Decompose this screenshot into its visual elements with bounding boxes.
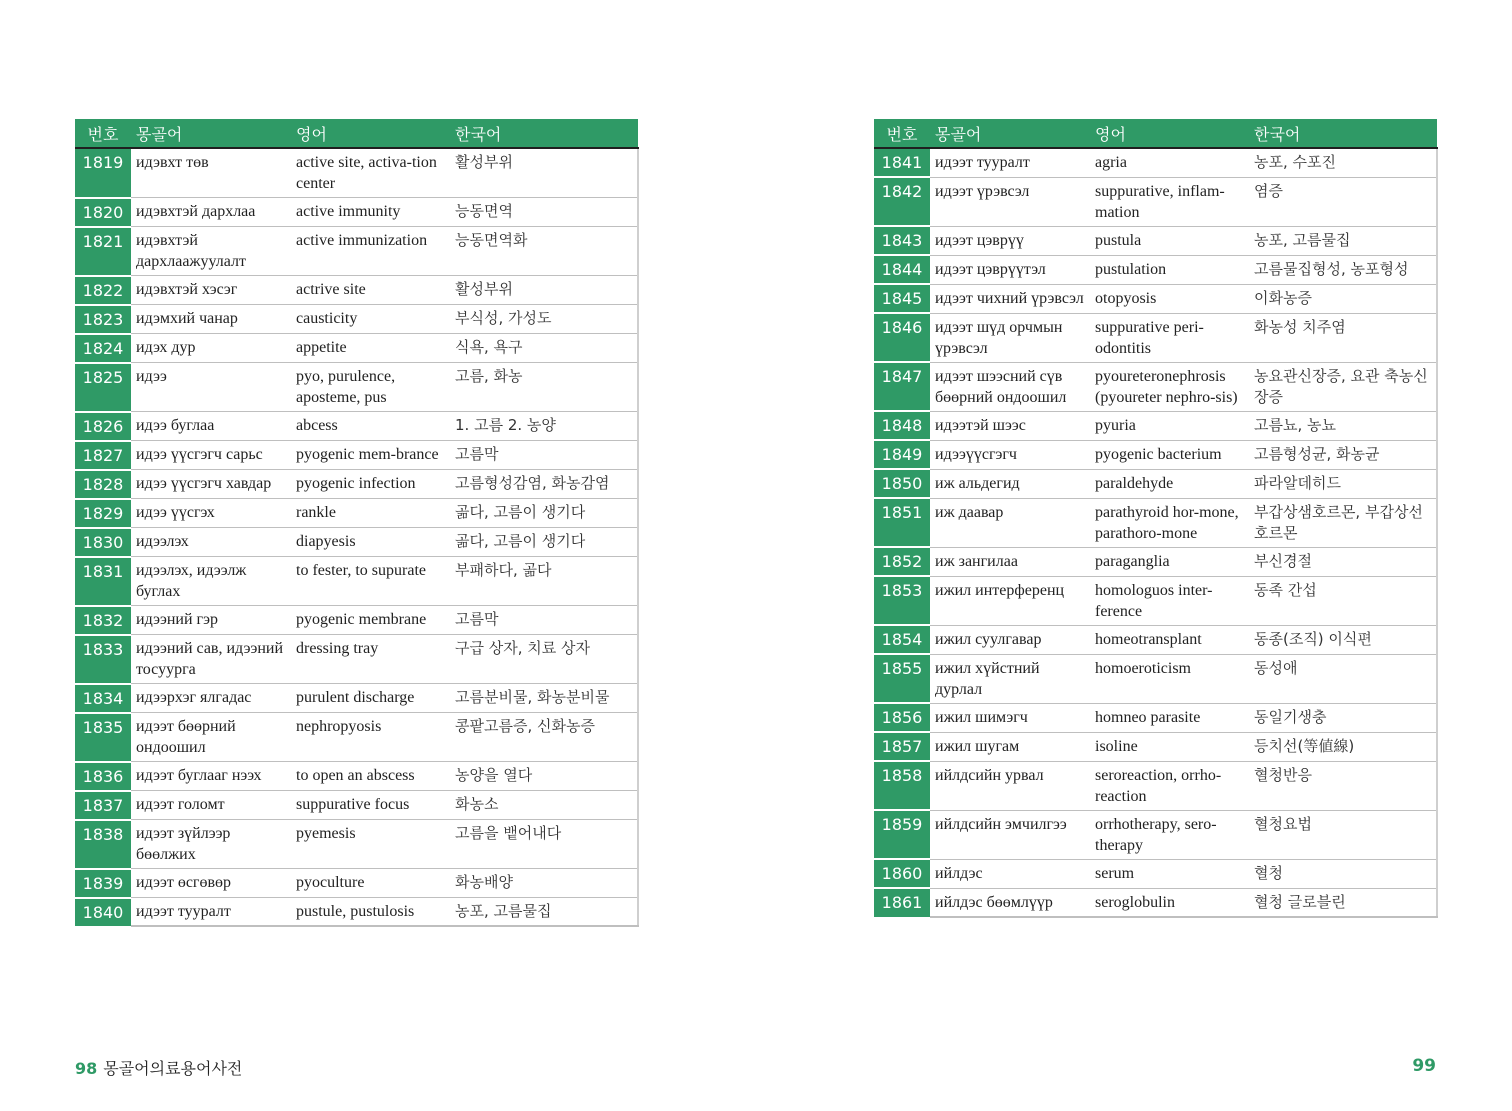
korean-term: 농요관신장증, 요관 축농신장증 [1249, 362, 1437, 411]
mongolian-term: идээт чихний үрэвсэл [930, 284, 1090, 313]
english-term: isoline [1090, 732, 1249, 761]
korean-term: 화농배양 [450, 869, 638, 898]
table-row [75, 363, 638, 412]
english-term: appetite [291, 334, 450, 363]
entry-number: 1852 [874, 547, 930, 576]
mongolian-term: идэмхий чанар [131, 305, 291, 334]
mongolian-term: идэх дур [131, 334, 291, 363]
entry-number: 1824 [75, 334, 131, 363]
korean-term: 농포, 고름물집 [1249, 226, 1437, 255]
table-row [75, 713, 638, 762]
table-row [874, 440, 1437, 469]
entry-number: 1861 [874, 888, 930, 917]
mongolian-term: ижил суулгавар [930, 625, 1090, 654]
english-term: agria [1090, 148, 1249, 177]
mongolian-term: идээт өсгөвөр [131, 869, 291, 898]
mongolian-term: ийлдсийн урвал [930, 761, 1090, 810]
table-row [874, 498, 1437, 547]
english-term: parathyroid hor-mone, parathoro-mone [1090, 498, 1249, 547]
entry-number: 1829 [75, 499, 131, 528]
table-row [75, 334, 638, 363]
korean-term: 곪다, 고름이 생기다 [450, 528, 638, 557]
mongolian-term: идээүүсгэгч [930, 440, 1090, 469]
entry-number: 1830 [75, 528, 131, 557]
mongolian-term: ийлдэс [930, 859, 1090, 888]
table-row [874, 859, 1437, 888]
english-term: pustulation [1090, 255, 1249, 284]
page-number-right: 99 [1412, 1056, 1436, 1076]
english-term: pustule, pustulosis [291, 898, 450, 927]
entry-number: 1844 [874, 255, 930, 284]
entry-number: 1827 [75, 441, 131, 470]
mongolian-term: идээт буглааг нээх [131, 762, 291, 791]
english-term: active immunity [291, 198, 450, 227]
english-term: pyogenic mem-brance [291, 441, 450, 470]
korean-term: 동성애 [1249, 654, 1437, 703]
english-term: abcess [291, 412, 450, 441]
mongolian-term: ийлдэс бөөмлүүр [930, 888, 1090, 917]
entry-number: 1832 [75, 606, 131, 635]
mongolian-term: идээ үүсгэх [131, 499, 291, 528]
mongolian-term: ижил интерференц [930, 576, 1090, 625]
table-row [874, 625, 1437, 654]
entry-number: 1833 [75, 635, 131, 684]
english-term: paraganglia [1090, 547, 1249, 576]
entry-number: 1849 [874, 440, 930, 469]
english-term: homneo parasite [1090, 703, 1249, 732]
english-term: to open an abscess [291, 762, 450, 791]
english-term: homoeroticism [1090, 654, 1249, 703]
korean-term: 활성부위 [450, 276, 638, 305]
korean-term: 고름형성감염, 화농감염 [450, 470, 638, 499]
table-row [75, 198, 638, 227]
table-row [75, 528, 638, 557]
english-term: dressing tray [291, 635, 450, 684]
table-row [75, 499, 638, 528]
korean-term: 부신경절 [1249, 547, 1437, 576]
english-term: diapyesis [291, 528, 450, 557]
entry-number: 1851 [874, 498, 930, 547]
english-term: active immunization [291, 227, 450, 276]
table-row [874, 255, 1437, 284]
mongolian-term: идээний гэр [131, 606, 291, 635]
entry-number: 1846 [874, 313, 930, 362]
mongolian-term: идэвхтэй хэсэг [131, 276, 291, 305]
english-term: orrhotherapy, sero-therapy [1090, 810, 1249, 859]
mongolian-term: идээ үүсгэгч сарьс [131, 441, 291, 470]
mongolian-term: идээний сав, идээний тосуурга [131, 635, 291, 684]
mongolian-term: идээ буглаа [131, 412, 291, 441]
mongolian-term: иж даавар [930, 498, 1090, 547]
korean-term: 고름형성균, 화농균 [1249, 440, 1437, 469]
table-row [75, 557, 638, 606]
mongolian-term: идээлэх, идээлж буглах [131, 557, 291, 606]
korean-term: 능동면역 [450, 198, 638, 227]
english-term: suppurative, inflam-mation [1090, 177, 1249, 226]
mongolian-term: иж альдегид [930, 469, 1090, 498]
footer-left [75, 1056, 242, 1079]
mongolian-term: идээт шээсний сүв бөөрний ондоошил [930, 362, 1090, 411]
korean-term: 혈청 글로블린 [1249, 888, 1437, 917]
table-row [75, 869, 638, 898]
mongolian-term: ийлдсийн эмчилгээ [930, 810, 1090, 859]
entry-number: 1856 [874, 703, 930, 732]
table-row [75, 227, 638, 276]
table-row [75, 762, 638, 791]
table-row [874, 148, 1437, 177]
english-term: seroglobulin [1090, 888, 1249, 917]
korean-term: 혈청요법 [1249, 810, 1437, 859]
mongolian-term: иж зангилаа [930, 547, 1090, 576]
english-term: pyogenic bacterium [1090, 440, 1249, 469]
entry-number: 1822 [75, 276, 131, 305]
table-row [75, 820, 638, 869]
table-row [874, 362, 1437, 411]
english-term: seroreaction, orrho-reaction [1090, 761, 1249, 810]
entry-number: 1857 [874, 732, 930, 761]
table-row [75, 898, 638, 927]
table-row [874, 177, 1437, 226]
english-term: purulent discharge [291, 684, 450, 713]
korean-term: 곪다, 고름이 생기다 [450, 499, 638, 528]
mongolian-term: идээ [131, 363, 291, 412]
dictionary-table-right [874, 119, 1438, 918]
english-term: causticity [291, 305, 450, 334]
korean-term: 식욕, 욕구 [450, 334, 638, 363]
book-title: 몽골어의료용어사전 [103, 1059, 243, 1078]
mongolian-term: идээрхэг ялгадас [131, 684, 291, 713]
table-row [75, 412, 638, 441]
table-row [75, 441, 638, 470]
korean-term: 고름물집형성, 농포형성 [1249, 255, 1437, 284]
korean-term: 혈청 [1249, 859, 1437, 888]
entry-number: 1823 [75, 305, 131, 334]
english-term: pyogenic membrane [291, 606, 450, 635]
entry-number: 1845 [874, 284, 930, 313]
mongolian-term: ижил шугам [930, 732, 1090, 761]
mongolian-term: идээт бөөрний ондоошил [131, 713, 291, 762]
mongolian-term: ижил шимэгч [930, 703, 1090, 732]
korean-term: 활성부위 [450, 148, 638, 198]
mongolian-term: идэвхтэй дархлаа [131, 198, 291, 227]
entry-number: 1860 [874, 859, 930, 888]
table-header-row [874, 119, 1437, 148]
entry-number: 1837 [75, 791, 131, 820]
table-row [75, 470, 638, 499]
korean-term: 염증 [1249, 177, 1437, 226]
dictionary-table-left [75, 119, 639, 927]
english-term: pyemesis [291, 820, 450, 869]
entry-number: 1854 [874, 625, 930, 654]
mongolian-term: идэвхтэй дархлаажуулалт [131, 227, 291, 276]
entry-number: 1826 [75, 412, 131, 441]
table-row [874, 888, 1437, 917]
table-row [75, 148, 638, 198]
table-row [874, 547, 1437, 576]
header-korean: 한국어 [450, 119, 638, 148]
english-term: actrive site [291, 276, 450, 305]
entry-number: 1847 [874, 362, 930, 411]
mongolian-term: ижил хүйстний дурлал [930, 654, 1090, 703]
korean-term: 화농성 치주염 [1249, 313, 1437, 362]
korean-term: 고름, 화농 [450, 363, 638, 412]
english-term: pyoureteronephrosis (pyoureter nephro-sis) [1090, 362, 1249, 411]
english-term: rankle [291, 499, 450, 528]
english-term: to fester, to supurate [291, 557, 450, 606]
entry-number: 1838 [75, 820, 131, 869]
table-row [75, 635, 638, 684]
table-row [874, 411, 1437, 440]
english-term: serum [1090, 859, 1249, 888]
mongolian-term: идээлэх [131, 528, 291, 557]
english-term: otopyosis [1090, 284, 1249, 313]
entry-number: 1836 [75, 762, 131, 791]
mongolian-term: идээтэй шээс [930, 411, 1090, 440]
korean-term: 농양을 열다 [450, 762, 638, 791]
header-mongolian: 몽골어 [131, 119, 291, 148]
table-row [874, 703, 1437, 732]
korean-term: 부패하다, 곪다 [450, 557, 638, 606]
english-term: pyuria [1090, 411, 1249, 440]
header-number: 번호 [75, 119, 131, 148]
table-row [75, 791, 638, 820]
mongolian-term: идээт цэврүү [930, 226, 1090, 255]
table-row [75, 684, 638, 713]
korean-term: 부식성, 가성도 [450, 305, 638, 334]
mongolian-term: идээт тууралт [930, 148, 1090, 177]
english-term: suppurative peri-odontitis [1090, 313, 1249, 362]
header-number: 번호 [874, 119, 930, 148]
table-row [874, 761, 1437, 810]
korean-term: 부갑상샘호르몬, 부갑상선호르몬 [1249, 498, 1437, 547]
entry-number: 1821 [75, 227, 131, 276]
english-term: homeotransplant [1090, 625, 1249, 654]
korean-term: 파라알데히드 [1249, 469, 1437, 498]
korean-term: 이화농증 [1249, 284, 1437, 313]
table-row [874, 284, 1437, 313]
header-english: 영어 [1090, 119, 1249, 148]
korean-term: 고름막 [450, 606, 638, 635]
entry-number: 1825 [75, 363, 131, 412]
mongolian-term: идэвхт төв [131, 148, 291, 198]
korean-term: 능동면역화 [450, 227, 638, 276]
mongolian-term: идээт цэврүүтэл [930, 255, 1090, 284]
korean-term: 화농소 [450, 791, 638, 820]
korean-term: 1. 고름 2. 농양 [450, 412, 638, 441]
entry-number: 1819 [75, 148, 131, 198]
header-mongolian: 몽골어 [930, 119, 1090, 148]
korean-term: 농포, 고름물집 [450, 898, 638, 927]
table-row [874, 576, 1437, 625]
table-row [75, 606, 638, 635]
entry-number: 1828 [75, 470, 131, 499]
mongolian-term: идээт үрэвсэл [930, 177, 1090, 226]
table-row [874, 732, 1437, 761]
korean-term: 콩팥고름증, 신화농증 [450, 713, 638, 762]
entry-number: 1850 [874, 469, 930, 498]
english-term: pyoculture [291, 869, 450, 898]
english-term: suppurative focus [291, 791, 450, 820]
entry-number: 1820 [75, 198, 131, 227]
korean-term: 등치선(等値線) [1249, 732, 1437, 761]
entry-number: 1853 [874, 576, 930, 625]
entry-number: 1843 [874, 226, 930, 255]
entry-number: 1855 [874, 654, 930, 703]
table-row [874, 469, 1437, 498]
korean-term: 동일기생충 [1249, 703, 1437, 732]
entry-number: 1859 [874, 810, 930, 859]
table-row [75, 276, 638, 305]
table-row [75, 305, 638, 334]
korean-term: 구급 상자, 치료 상자 [450, 635, 638, 684]
korean-term: 고름분비물, 화농분비물 [450, 684, 638, 713]
english-term: paraldehyde [1090, 469, 1249, 498]
korean-term: 동족 간섭 [1249, 576, 1437, 625]
entry-number: 1840 [75, 898, 131, 927]
entry-number: 1835 [75, 713, 131, 762]
table-row [874, 313, 1437, 362]
mongolian-term: идээт тууралт [131, 898, 291, 927]
table-row [874, 226, 1437, 255]
mongolian-term: идээт шүд орчмын үрэвсэл [930, 313, 1090, 362]
entry-number: 1842 [874, 177, 930, 226]
english-term: active site, activa-tion center [291, 148, 450, 198]
korean-term: 농포, 수포진 [1249, 148, 1437, 177]
table-row [874, 654, 1437, 703]
korean-term: 혈청반응 [1249, 761, 1437, 810]
table-header-row [75, 119, 638, 148]
korean-term: 고름을 뱉어내다 [450, 820, 638, 869]
table-row [874, 810, 1437, 859]
english-term: pyo, purulence, aposteme, pus [291, 363, 450, 412]
table-body-left [75, 148, 638, 926]
entry-number: 1858 [874, 761, 930, 810]
page-number-left: 98 [75, 1059, 98, 1078]
english-term: nephropyosis [291, 713, 450, 762]
mongolian-term: идээт зүйлээр бөөлжих [131, 820, 291, 869]
korean-term: 동종(조직) 이식편 [1249, 625, 1437, 654]
korean-term: 고름뇨, 농뇨 [1249, 411, 1437, 440]
mongolian-term: идээт голомт [131, 791, 291, 820]
header-english: 영어 [291, 119, 450, 148]
header-korean: 한국어 [1249, 119, 1437, 148]
entry-number: 1834 [75, 684, 131, 713]
entry-number: 1841 [874, 148, 930, 177]
entry-number: 1831 [75, 557, 131, 606]
entry-number: 1848 [874, 411, 930, 440]
korean-term: 고름막 [450, 441, 638, 470]
mongolian-term: идээ үүсгэгч хавдар [131, 470, 291, 499]
entry-number: 1839 [75, 869, 131, 898]
english-term: pyogenic infection [291, 470, 450, 499]
table-body-right [874, 148, 1437, 917]
english-term: homologuos inter-ference [1090, 576, 1249, 625]
english-term: pustula [1090, 226, 1249, 255]
